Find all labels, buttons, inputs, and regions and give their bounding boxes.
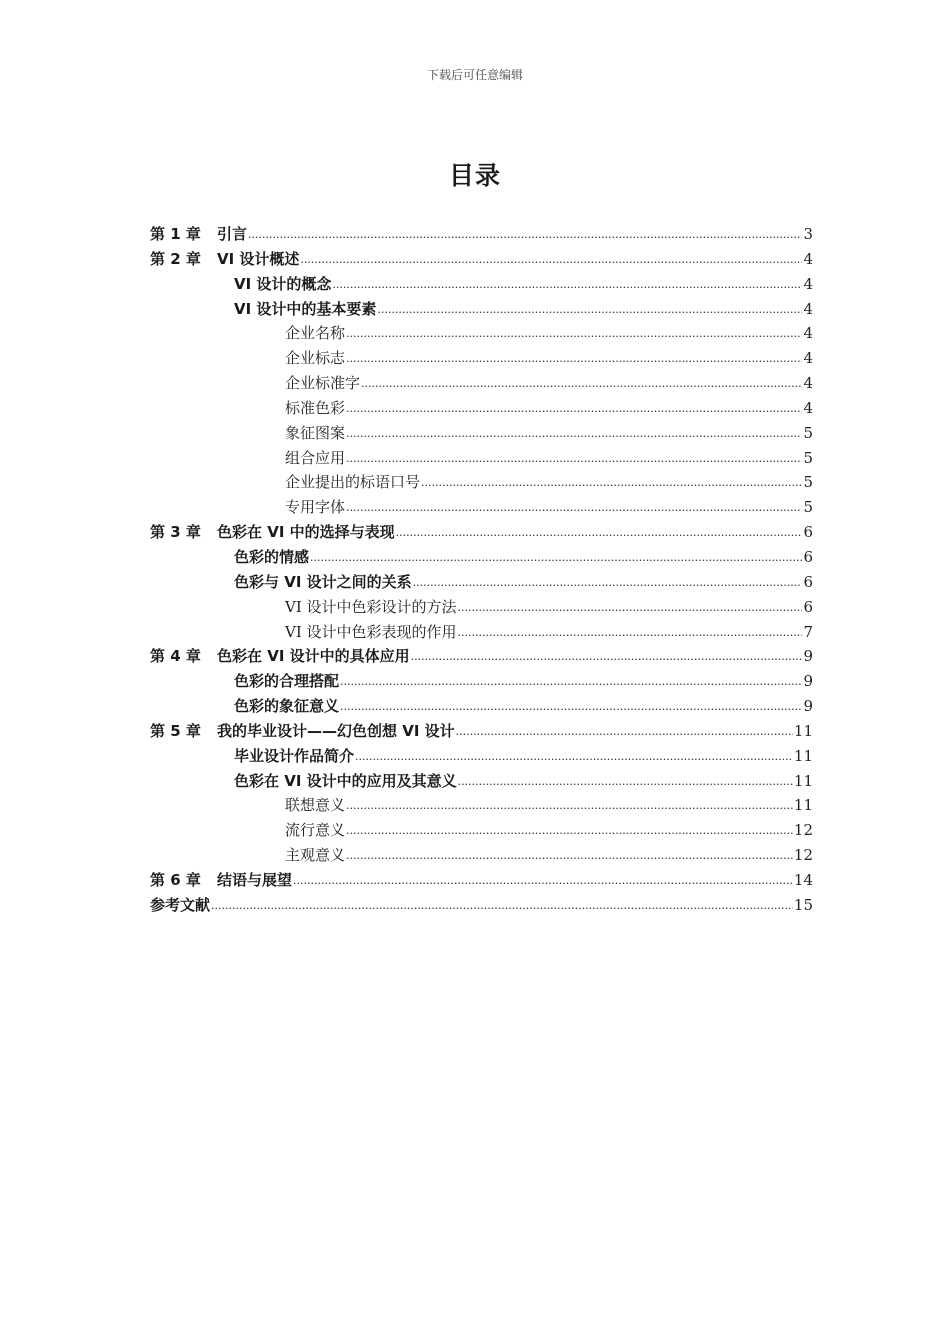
toc-dot-leader <box>346 792 793 819</box>
toc-dot-leader <box>340 693 802 720</box>
toc-page-number: 11 <box>793 746 813 765</box>
toc-dot-leader <box>346 345 802 372</box>
toc-chapter-number: 第 6 章 <box>150 870 201 889</box>
toc-entry[interactable] <box>150 644 813 669</box>
toc-chapter-number: 第 2 章 <box>150 249 201 268</box>
toc-page-number: 12 <box>793 821 813 840</box>
toc-page-number: 15 <box>793 895 813 914</box>
toc-entry-title: 我的毕业设计——幻色创想 VI 设计 <box>217 721 455 740</box>
toc-entry-title: 企业名称 <box>285 324 346 343</box>
toc-page-number: 9 <box>803 697 813 716</box>
toc-page-number: 4 <box>803 299 813 318</box>
toc-entry-title: VI 设计概述 <box>217 249 300 268</box>
toc-entry-title: VI 设计中色彩设计的方法 <box>285 597 457 616</box>
toc-dot-leader <box>332 271 802 298</box>
page-title: 目录 <box>448 161 501 190</box>
toc-dot-leader <box>346 494 802 521</box>
toc-dot-leader <box>248 221 802 248</box>
toc-dot-leader <box>346 817 793 844</box>
toc-entry-title: 色彩在 VI 中的选择与表现 <box>217 523 395 542</box>
toc-entry-title: VI 设计中色彩表现的作用 <box>285 622 457 641</box>
toc-entry[interactable] <box>150 719 813 744</box>
table-of-contents <box>150 222 813 918</box>
toc-page-number: 6 <box>803 572 813 591</box>
toc-dot-leader <box>346 395 802 422</box>
toc-dot-leader <box>355 743 793 770</box>
toc-page-number: 5 <box>803 423 813 442</box>
toc-entry[interactable] <box>150 272 813 297</box>
toc-chapter-number: 第 4 章 <box>150 647 201 666</box>
toc-page-number: 14 <box>793 870 813 889</box>
toc-page-number: 11 <box>793 721 813 740</box>
toc-entry-title: 企业提出的标语口号 <box>285 473 421 492</box>
toc-page-number: 4 <box>803 374 813 393</box>
toc-entry[interactable] <box>150 545 813 570</box>
toc-entry-title: 组合应用 <box>285 448 346 467</box>
toc-dot-leader <box>458 619 803 646</box>
toc-dot-leader <box>411 643 803 670</box>
toc-entry[interactable] <box>150 371 813 396</box>
toc-dot-leader <box>346 320 802 347</box>
toc-entry-title: 主观意义 <box>285 846 346 865</box>
toc-dot-leader <box>396 519 803 546</box>
toc-entry-title: 企业标志 <box>285 349 346 368</box>
toc-entry-title: 色彩在 VI 设计中的应用及其意义 <box>234 771 457 790</box>
toc-page-number: 5 <box>803 498 813 517</box>
toc-page-number: 4 <box>803 398 813 417</box>
toc-entry-title: 色彩与 VI 设计之间的关系 <box>234 572 412 591</box>
toc-page-number: 5 <box>803 473 813 492</box>
toc-entry-title: 色彩的象征意义 <box>234 697 340 716</box>
toc-entry[interactable] <box>150 520 813 545</box>
toc-dot-leader <box>310 544 802 571</box>
toc-page-number: 9 <box>803 647 813 666</box>
toc-dot-leader <box>300 246 802 273</box>
toc-entry[interactable] <box>150 669 813 694</box>
toc-entry[interactable] <box>150 793 813 818</box>
toc-page-number: 3 <box>803 225 813 243</box>
toc-page-number: 6 <box>803 547 813 566</box>
toc-entry-title: 象征图案 <box>285 423 346 442</box>
toc-entry-title: 专用字体 <box>285 498 346 517</box>
toc-chapter-number: 第 5 章 <box>150 721 201 740</box>
toc-dot-leader <box>361 370 802 397</box>
toc-page-number: 4 <box>803 324 813 343</box>
toc-entry[interactable] <box>150 396 813 421</box>
toc-entry[interactable] <box>150 297 813 322</box>
toc-dot-leader <box>458 768 793 795</box>
toc-page-number: 7 <box>803 622 813 641</box>
toc-page-number: 6 <box>803 523 813 542</box>
toc-entry[interactable] <box>150 868 813 893</box>
toc-dot-leader <box>346 420 802 447</box>
toc-dot-leader <box>211 892 793 919</box>
toc-page-number: 11 <box>793 796 813 815</box>
toc-entry[interactable] <box>150 321 813 346</box>
toc-entry[interactable] <box>150 247 813 272</box>
toc-entry-title: 色彩的情感 <box>234 547 310 566</box>
toc-entry[interactable] <box>150 570 813 595</box>
toc-dot-leader <box>421 469 802 496</box>
toc-entry[interactable] <box>150 843 813 868</box>
toc-entry[interactable] <box>150 470 813 495</box>
toc-page-number: 5 <box>803 448 813 467</box>
toc-entry-title: 色彩在 VI 设计中的具体应用 <box>217 647 410 666</box>
toc-entry-title: 毕业设计作品简介 <box>234 746 355 765</box>
toc-page-number: 4 <box>803 349 813 368</box>
toc-dot-leader <box>377 296 802 323</box>
toc-page-number: 9 <box>803 672 813 691</box>
toc-dot-leader <box>346 842 793 869</box>
toc-page-number: 4 <box>803 274 813 293</box>
toc-entry[interactable] <box>150 446 813 471</box>
toc-entry-title: 色彩的合理搭配 <box>234 672 340 691</box>
toc-page-number: 12 <box>793 846 813 865</box>
toc-entry-title: 企业标准字 <box>285 374 361 393</box>
toc-dot-leader <box>456 718 793 745</box>
toc-entry-title: VI 设计的概念 <box>234 274 332 293</box>
toc-entry[interactable] <box>150 346 813 371</box>
toc-entry[interactable] <box>150 818 813 843</box>
toc-entry[interactable] <box>150 620 813 645</box>
toc-entry-title: 结语与展望 <box>217 870 293 889</box>
toc-entry[interactable] <box>150 769 813 794</box>
toc-dot-leader <box>413 569 803 596</box>
toc-page-number: 6 <box>803 597 813 616</box>
toc-entry-title: 参考文献 <box>150 895 211 914</box>
toc-entry[interactable] <box>150 421 813 446</box>
toc-entry[interactable] <box>150 595 813 620</box>
toc-entry-title: 流行意义 <box>285 821 346 840</box>
toc-entry[interactable] <box>150 694 813 719</box>
toc-entry[interactable] <box>150 893 813 918</box>
toc-dot-leader <box>293 867 793 894</box>
toc-page-number: 11 <box>793 771 813 790</box>
toc-page-number: 4 <box>803 249 813 268</box>
toc-chapter-number: 第 1 章 <box>150 225 201 243</box>
header-note: 下载后可任意编辑 <box>426 68 523 82</box>
toc-entry-title: 联想意义 <box>285 796 346 815</box>
toc-dot-leader <box>346 445 802 472</box>
toc-chapter-number: 第 3 章 <box>150 523 201 542</box>
toc-entry[interactable] <box>150 744 813 769</box>
toc-dot-leader <box>340 668 802 695</box>
toc-dot-leader <box>458 594 803 621</box>
toc-entry-title: VI 设计中的基本要素 <box>234 299 377 318</box>
toc-entry[interactable] <box>150 222 813 247</box>
toc-entry[interactable] <box>150 495 813 520</box>
toc-entry-title: 标准色彩 <box>285 398 346 417</box>
toc-entry-title: 引言 <box>217 225 248 243</box>
